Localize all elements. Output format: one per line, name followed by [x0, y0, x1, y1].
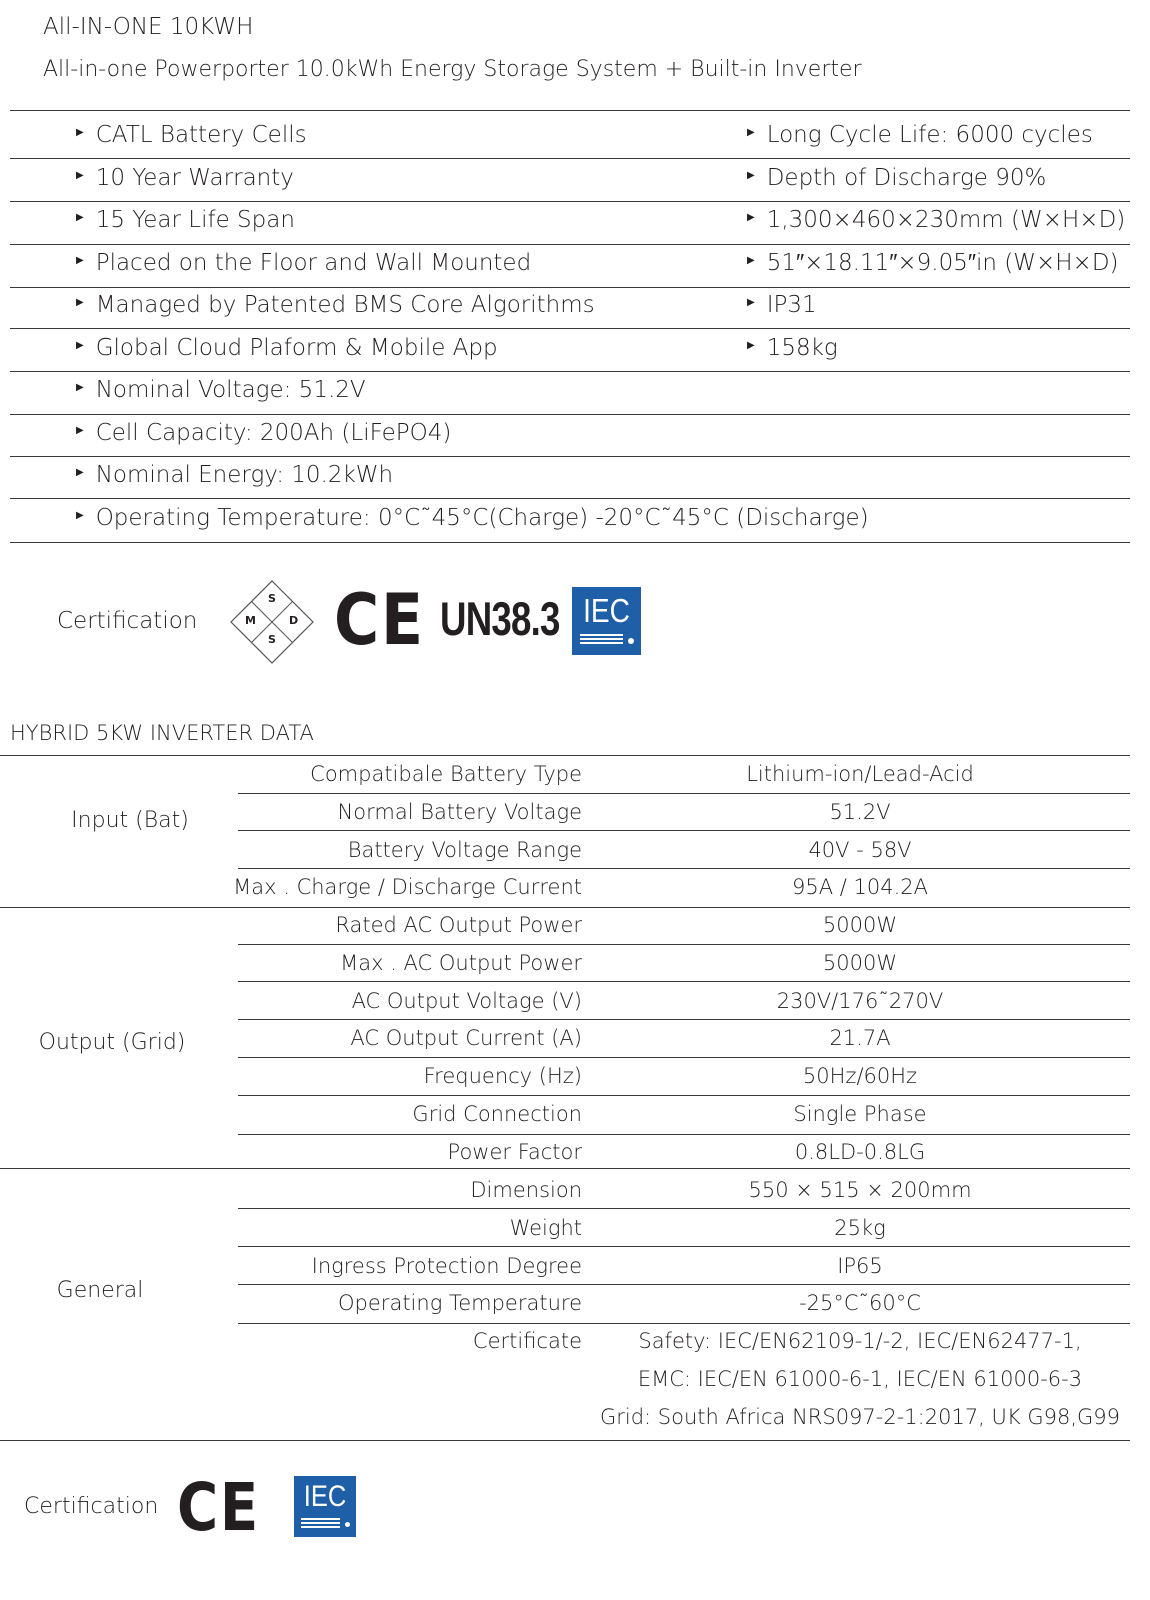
section-divider	[0, 1168, 1130, 1169]
section-output-label: Output (Grid)	[38, 1030, 186, 1055]
feature-right: ▶ Depth of Discharge 90%	[747, 157, 1046, 200]
bullet-icon: ▶	[747, 170, 755, 181]
header-divider	[10, 110, 1130, 111]
feature-left: ▶ Nominal Energy: 10.2kWh	[76, 454, 393, 497]
spec-value: Lithium-ion/Lead-Acid	[746, 762, 974, 786]
bullet-icon: ▶	[76, 127, 84, 138]
spec-value: 550 × 515 × 200mm	[748, 1178, 972, 1202]
spec-value: 0.8LD-0.8LG	[794, 1140, 926, 1164]
bullet-icon: ▶	[76, 425, 84, 436]
page-subtitle: All-in-one Powerporter 10.0kWh Energy Storage System + Built-in Inverter	[43, 57, 862, 82]
inverter-top-rule	[0, 755, 1130, 756]
spec-key: Power Factor	[447, 1140, 582, 1164]
ce-mark-icon: CE	[334, 579, 425, 661]
spec-value-line: EMC: IEC/EN 61000-6-1, IEC/EN 61000-6-3	[637, 1367, 1083, 1391]
bullet-icon: ▶	[747, 127, 755, 138]
feature-left: ▶ Global Cloud Plaform & Mobile App	[76, 327, 498, 370]
feature-row	[10, 369, 1150, 412]
spec-key: Ingress Protection Degree	[311, 1254, 582, 1278]
feature-left: ▶ 10 Year Warranty	[76, 157, 294, 200]
bullet-icon: ▶	[747, 297, 755, 308]
spec-value: 230V/176˜270V	[776, 989, 944, 1013]
feature-row	[10, 497, 1150, 540]
feature-right: ▶ 51″×18.11″×9.05″in (W×H×D)	[747, 242, 1119, 285]
feature-left: ▶ Operating Temperature: 0°C˜45°C(Charge) -20°C˜45°C (Discharge)	[76, 497, 869, 540]
feature-row	[10, 242, 1150, 285]
feature-row	[10, 327, 1150, 370]
spec-value: 5000W	[822, 913, 898, 937]
certification-label: Certification	[57, 608, 198, 634]
page-title: All-IN-ONE 10KWH	[43, 14, 254, 40]
bullet-icon: ▶	[76, 382, 84, 393]
bullet-icon: ▶	[76, 255, 84, 266]
sds-diamond-icon: S M D S	[230, 580, 314, 664]
spec-key: AC Output Current (A)	[350, 1026, 582, 1050]
spec-key: Grid Connection	[412, 1102, 582, 1126]
certification-label: Certification	[24, 1494, 159, 1519]
inverter-title: HYBRID 5KW INVERTER DATA	[10, 721, 314, 745]
spec-value: IP65	[837, 1254, 883, 1278]
section-divider	[0, 907, 1130, 908]
feature-row	[10, 454, 1150, 497]
bullet-icon: ▶	[747, 255, 755, 266]
bullet-icon: ▶	[76, 340, 84, 351]
feature-right: ▶ IP31	[747, 284, 817, 327]
section-input-label: Input (Bat)	[71, 808, 189, 833]
feature-row	[10, 114, 1150, 157]
spec-key: Rated AC Output Power	[335, 913, 582, 937]
feature-left: ▶ Placed on the Floor and Wall Mounted	[76, 242, 531, 285]
spec-key: Max . Charge / Discharge Current	[233, 875, 582, 899]
bullet-icon: ▶	[76, 212, 84, 223]
bullet-icon: ▶	[76, 297, 84, 308]
spec-value: 5000W	[822, 951, 898, 975]
spec-value: Safety: IEC/EN62109-1/-2, IEC/EN62477-1,	[638, 1329, 1082, 1353]
inverter-bottom-rule	[0, 1440, 1130, 1441]
feature-right: ▶ Long Cycle Life: 6000 cycles	[747, 114, 1093, 157]
un38-3-mark: UN38.3	[440, 592, 560, 645]
feature-row	[10, 284, 1150, 327]
spec-key: Operating Temperature	[338, 1291, 582, 1315]
bullet-icon: ▶	[747, 212, 755, 223]
iec-logo-icon: IEC	[294, 1476, 356, 1537]
spec-key: Compatibale Battery Type	[310, 762, 582, 786]
spec-value: 95A / 104.2A	[792, 875, 928, 899]
ce-mark-icon: CE	[177, 1469, 260, 1546]
feature-left: ▶ Cell Capacity: 200Ah (LiFePO4)	[76, 412, 451, 455]
feature-left: ▶ Nominal Voltage: 51.2V	[76, 369, 366, 412]
bullet-icon: ▶	[76, 510, 84, 521]
feature-left: ▶ Managed by Patented BMS Core Algorithms	[76, 284, 595, 327]
spec-value: 25kg	[834, 1216, 886, 1240]
spec-key: Max . AC Output Power	[340, 951, 582, 975]
spec-key: Certificate	[472, 1329, 582, 1353]
spec-value: -25°C˜60°C	[799, 1291, 921, 1315]
bullet-icon: ▶	[747, 340, 755, 351]
spec-key: Weight	[509, 1216, 582, 1240]
spec-value: 21.7A	[829, 1026, 891, 1050]
feature-left: ▶ CATL Battery Cells	[76, 114, 307, 157]
feature-row	[10, 199, 1150, 242]
spec-value-line: Grid: South Africa NRS097-2-1:2017, UK G98,G99	[599, 1405, 1121, 1429]
bullet-icon: ▶	[76, 467, 84, 478]
feature-row	[10, 412, 1150, 455]
feature-right: ▶ 158kg	[747, 327, 838, 370]
spec-value: 40V - 58V	[808, 838, 912, 862]
bullet-icon: ▶	[76, 170, 84, 181]
feature-row	[10, 157, 1150, 200]
spec-key: Dimension	[470, 1178, 582, 1202]
spec-key: Battery Voltage Range	[347, 838, 582, 862]
feature-left: ▶ 15 Year Life Span	[76, 199, 295, 242]
section-general-label: General	[56, 1278, 144, 1303]
feature-right: ▶ 1,300×460×230mm (W×H×D)	[747, 199, 1125, 242]
spec-key: AC Output Voltage (V)	[351, 989, 582, 1013]
spec-value: 51.2V	[829, 800, 891, 824]
iec-logo-icon: IEC	[572, 587, 641, 655]
spec-key: Normal Battery Voltage	[337, 800, 582, 824]
spec-value: 50Hz/60Hz	[802, 1064, 918, 1088]
spec-value: Single Phase	[793, 1102, 927, 1126]
spec-key: Frequency (Hz)	[423, 1064, 582, 1088]
